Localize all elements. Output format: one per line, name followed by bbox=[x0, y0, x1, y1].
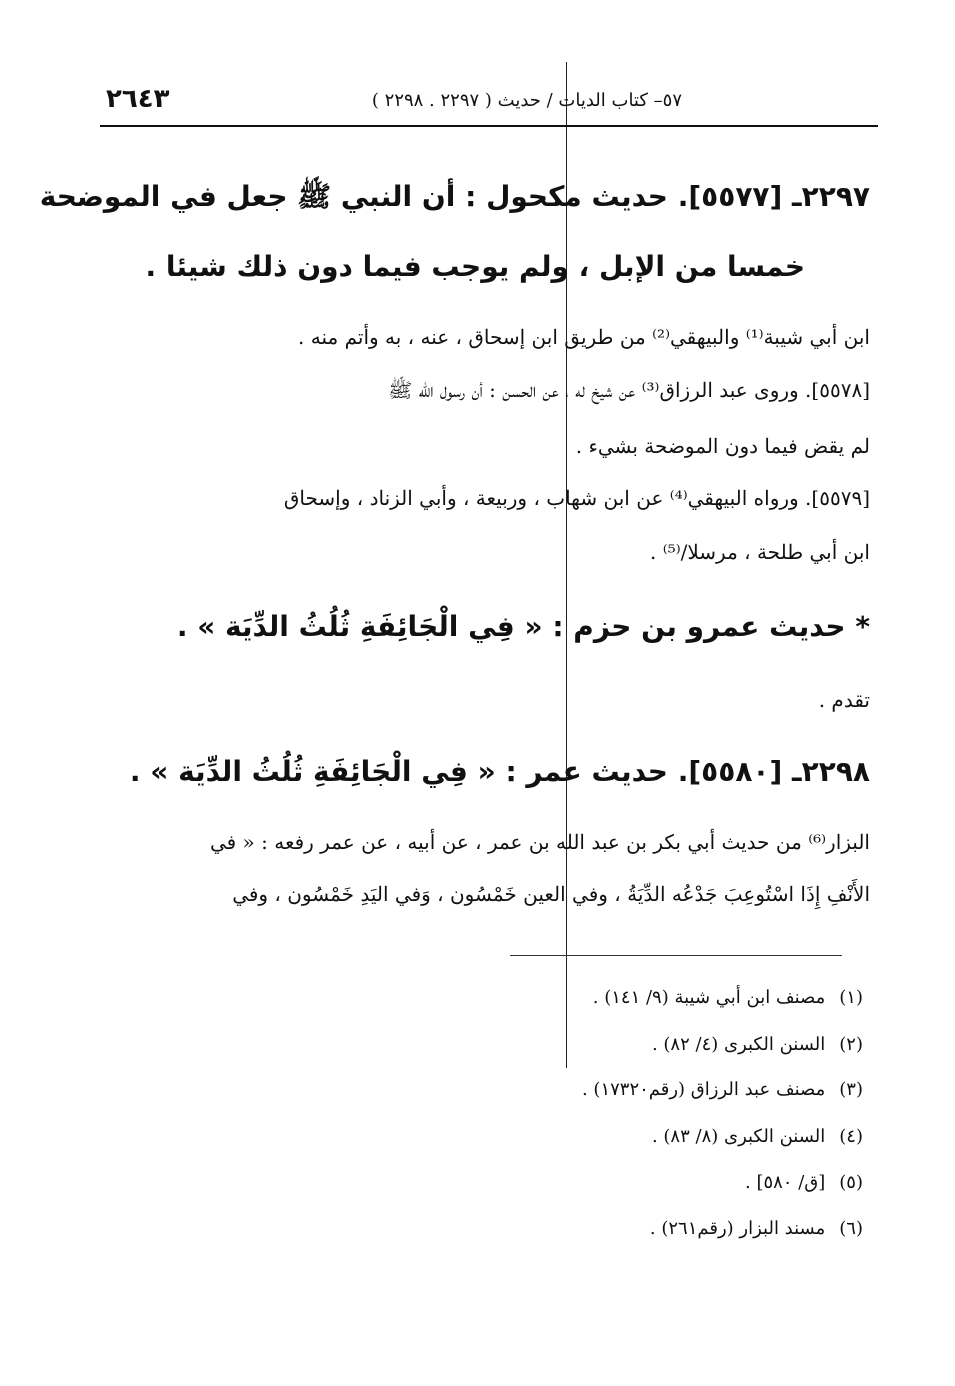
footnote-1 bbox=[593, 987, 863, 1008]
footnote-6 bbox=[650, 1218, 863, 1239]
footnote-text: مصنف عبد الرزاق (رقم١٧٣٢٠) . bbox=[581, 1079, 826, 1100]
footnote-number: (٢) bbox=[839, 1034, 863, 1055]
hadith-2297-heading-line-2: خمسا من الإبل ، ولم يوجب فيما دون ذلك شيئا . bbox=[145, 250, 805, 283]
footnote-text: السنن الكبرى (٨/ ٨٣) . bbox=[651, 1126, 826, 1147]
section-heading-amr: * حديث عمرو بن حزم : « فِي الْجَائِفَةِ ثُلُثُ الدِّيَة » . bbox=[176, 610, 870, 643]
footnote-number: (١) bbox=[839, 987, 863, 1008]
body-line: [٥٥٧٩]. ورواه البيهقي⁽⁴⁾ عن ابن شهاب ، وربيعة ، وأبي الزناد ، وإسحاق bbox=[283, 486, 870, 510]
footnote-text: السنن الكبرى (٤/ ٨٢) . bbox=[651, 1034, 826, 1055]
footnote-text: [ق/ ٥٨٠] . bbox=[745, 1172, 826, 1193]
footnote-text: مسند البزار (رقم٢٦١) . bbox=[649, 1218, 826, 1239]
footnote-separator bbox=[510, 955, 842, 956]
body-line: [٥٥٧٨]. وروى عبد الرزاق⁽³⁾ عن شيخ له ، عن الحسن : أن رسول الله ﷺ bbox=[388, 378, 870, 402]
body-line: الأَنْفِ إِذَا اسْتُوعِبَ جَدْعُه الدِّيَةُ ، وفي العين خَمْسُون ، وَفي اليَدِ خَمْسُون ، وفي bbox=[232, 882, 870, 906]
running-title: ٥٧– كتاب الديات / حديث ( ٢٢٩٧ . ٢٢٩٨ ) bbox=[371, 90, 682, 111]
footnote-number: (٣) bbox=[839, 1079, 863, 1100]
footnote-number: (٦) bbox=[839, 1218, 863, 1239]
body-line: لم يقض فيما دون الموضحة بشيء . bbox=[575, 434, 870, 458]
body-line: ابن أبي شيبة⁽¹⁾ والبيهقي⁽²⁾ من طريق ابن إسحاق ، عنه ، به وأتم منه . bbox=[298, 325, 870, 349]
hadith-2297-heading-line-1: ٢٢٩٧ـ [٥٥٧٧]. حديث مكحول : أن النبي ﷺ جعل في الموضحة bbox=[39, 180, 870, 213]
footnote-number: (٤) bbox=[839, 1126, 863, 1147]
footnote-2 bbox=[652, 1034, 863, 1055]
footnote-text: مصنف ابن أبي شيبة (٩/ ١٤١) . bbox=[592, 987, 826, 1008]
body-line: ابن أبي طلحة ، مرسلا/⁽⁵⁾ . bbox=[650, 540, 870, 564]
body-line: البزار⁽⁶⁾ من حديث أبي بكر بن عبد الله بن عمر ، عن أبيه ، عن عمر رفعه : « في bbox=[209, 830, 870, 854]
header-rule bbox=[100, 125, 878, 127]
page-number: ٢٦٤٣ bbox=[106, 84, 170, 114]
footnote-5 bbox=[745, 1172, 863, 1193]
footnote-4 bbox=[652, 1126, 863, 1147]
body-line: تقدم . bbox=[818, 688, 870, 712]
footnote-3 bbox=[582, 1079, 863, 1100]
page-header bbox=[100, 80, 878, 120]
footnote-number: (٥) bbox=[839, 1172, 863, 1193]
hadith-2298-heading: ٢٢٩٨ـ [٥٥٨٠]. حديث عمر : « فِي الْجَائِفَةِ ثُلُثُ الدِّيَة » . bbox=[129, 755, 870, 788]
